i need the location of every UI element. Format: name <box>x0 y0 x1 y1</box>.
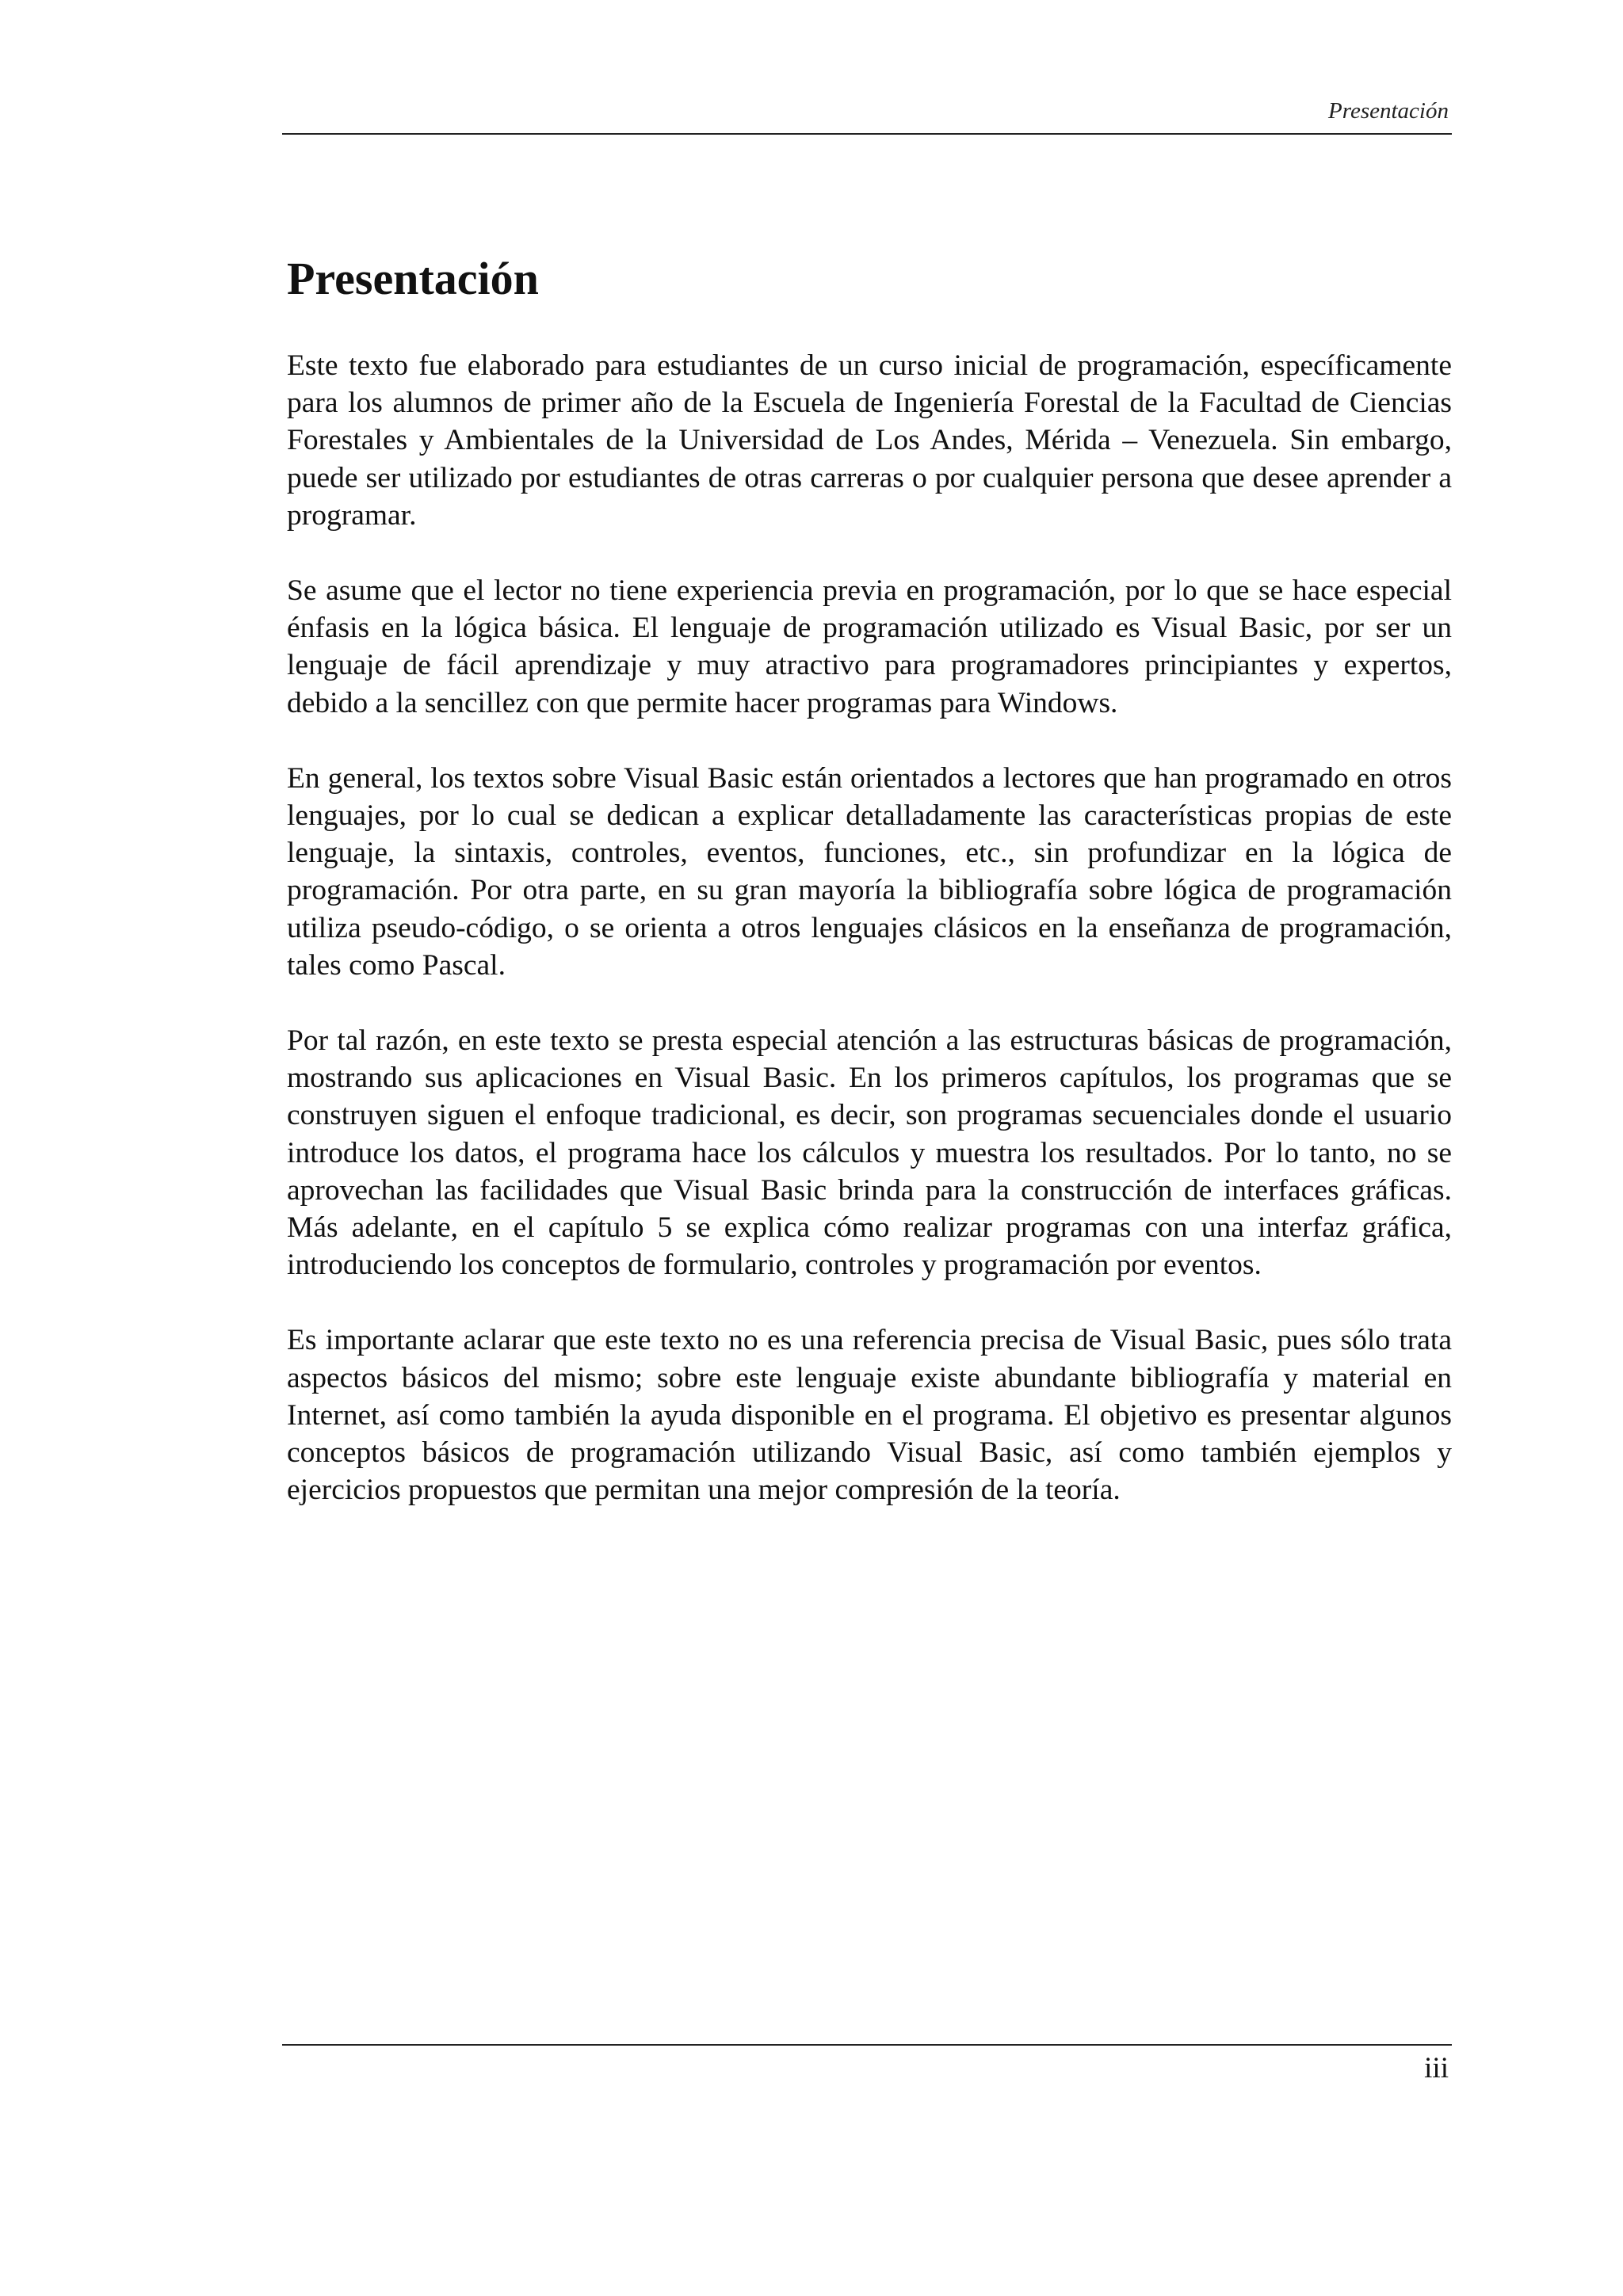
paragraph-1: Este texto fue elaborado para estudiantes de un curso inicial de programación, específicamente para los alumnos de primer año de la Escuela de Ingeniería Forestal de la Facultad de Ciencias Forestales y Ambientales de la Universidad de Los Andes, Mérida – Venezuela. Sin embargo, puede ser utilizado por estudiantes de otras carreras o por cualquier persona que desee aprender a programar. <box>287 349 1452 532</box>
paragraph-4: Por tal razón, en este texto se presta especial atención a las estructuras básicas de programación, mostrando sus aplicaciones en Visual Basic. En los primeros capítulos, los programas que se construyen siguen el enfoque tradicional, es decir, son programas secuenciales donde el usuario introduce los datos, el programa hace los cálculos y muestra los resultados. Por lo tanto, no se aprovechan las facilidades que Visual Basic brinda para la construcción de interfaces gráficas. Más adelante, en el capítulo 5 se explica cómo realizar programas con una interfaz gráfica, introduciendo los conceptos de formulario, controles y programación por eventos. <box>287 1024 1452 1282</box>
running-footer <box>282 2044 1452 2084</box>
running-header <box>282 97 1452 135</box>
paragraph-5: Es importante aclarar que este texto no es una referencia precisa de Visual Basic, pues sólo trata aspectos básicos del mismo; sobre este lenguaje existe abundante bibliografía y material en Internet, así como también la ayuda disponible en el programa. El objetivo es presentar algunos conceptos básicos de programación utilizando Visual Basic, así como también ejemplos y ejercicios propuestos que permitan una mejor compresión de la teoría. <box>287 1324 1452 1507</box>
paragraph-3: En general, los textos sobre Visual Basic están orientados a lectores que han programado en otros lenguajes, por lo cual se dedican a explicar detalladamente las características propias de este lenguaje, la sintaxis, controles, eventos, funciones, etc., sin profundizar en la lógica de programación. Por otra parte, en su gran mayoría la bibliografía sobre lógica de programación utiliza pseudo-código, o se orienta a otros lenguajes clásicos en la enseñanza de programación, tales como Pascal. <box>287 761 1452 982</box>
paragraph-2: Se asume que el lector no tiene experiencia previa en programación, por lo que se hace especial énfasis en la lógica básica. El lenguaje de programación utilizado es Visual Basic, por ser un lenguaje de fácil aprendizaje y muy atractivo para programadores principiantes y expertos, debido a la sencillez con que permite hacer programas para Windows. <box>287 574 1452 719</box>
page-title: Presentación <box>287 253 539 304</box>
body-text <box>287 347 1452 1547</box>
page-number: iii <box>1424 2052 1449 2084</box>
running-header-title: Presentación <box>1328 98 1449 124</box>
